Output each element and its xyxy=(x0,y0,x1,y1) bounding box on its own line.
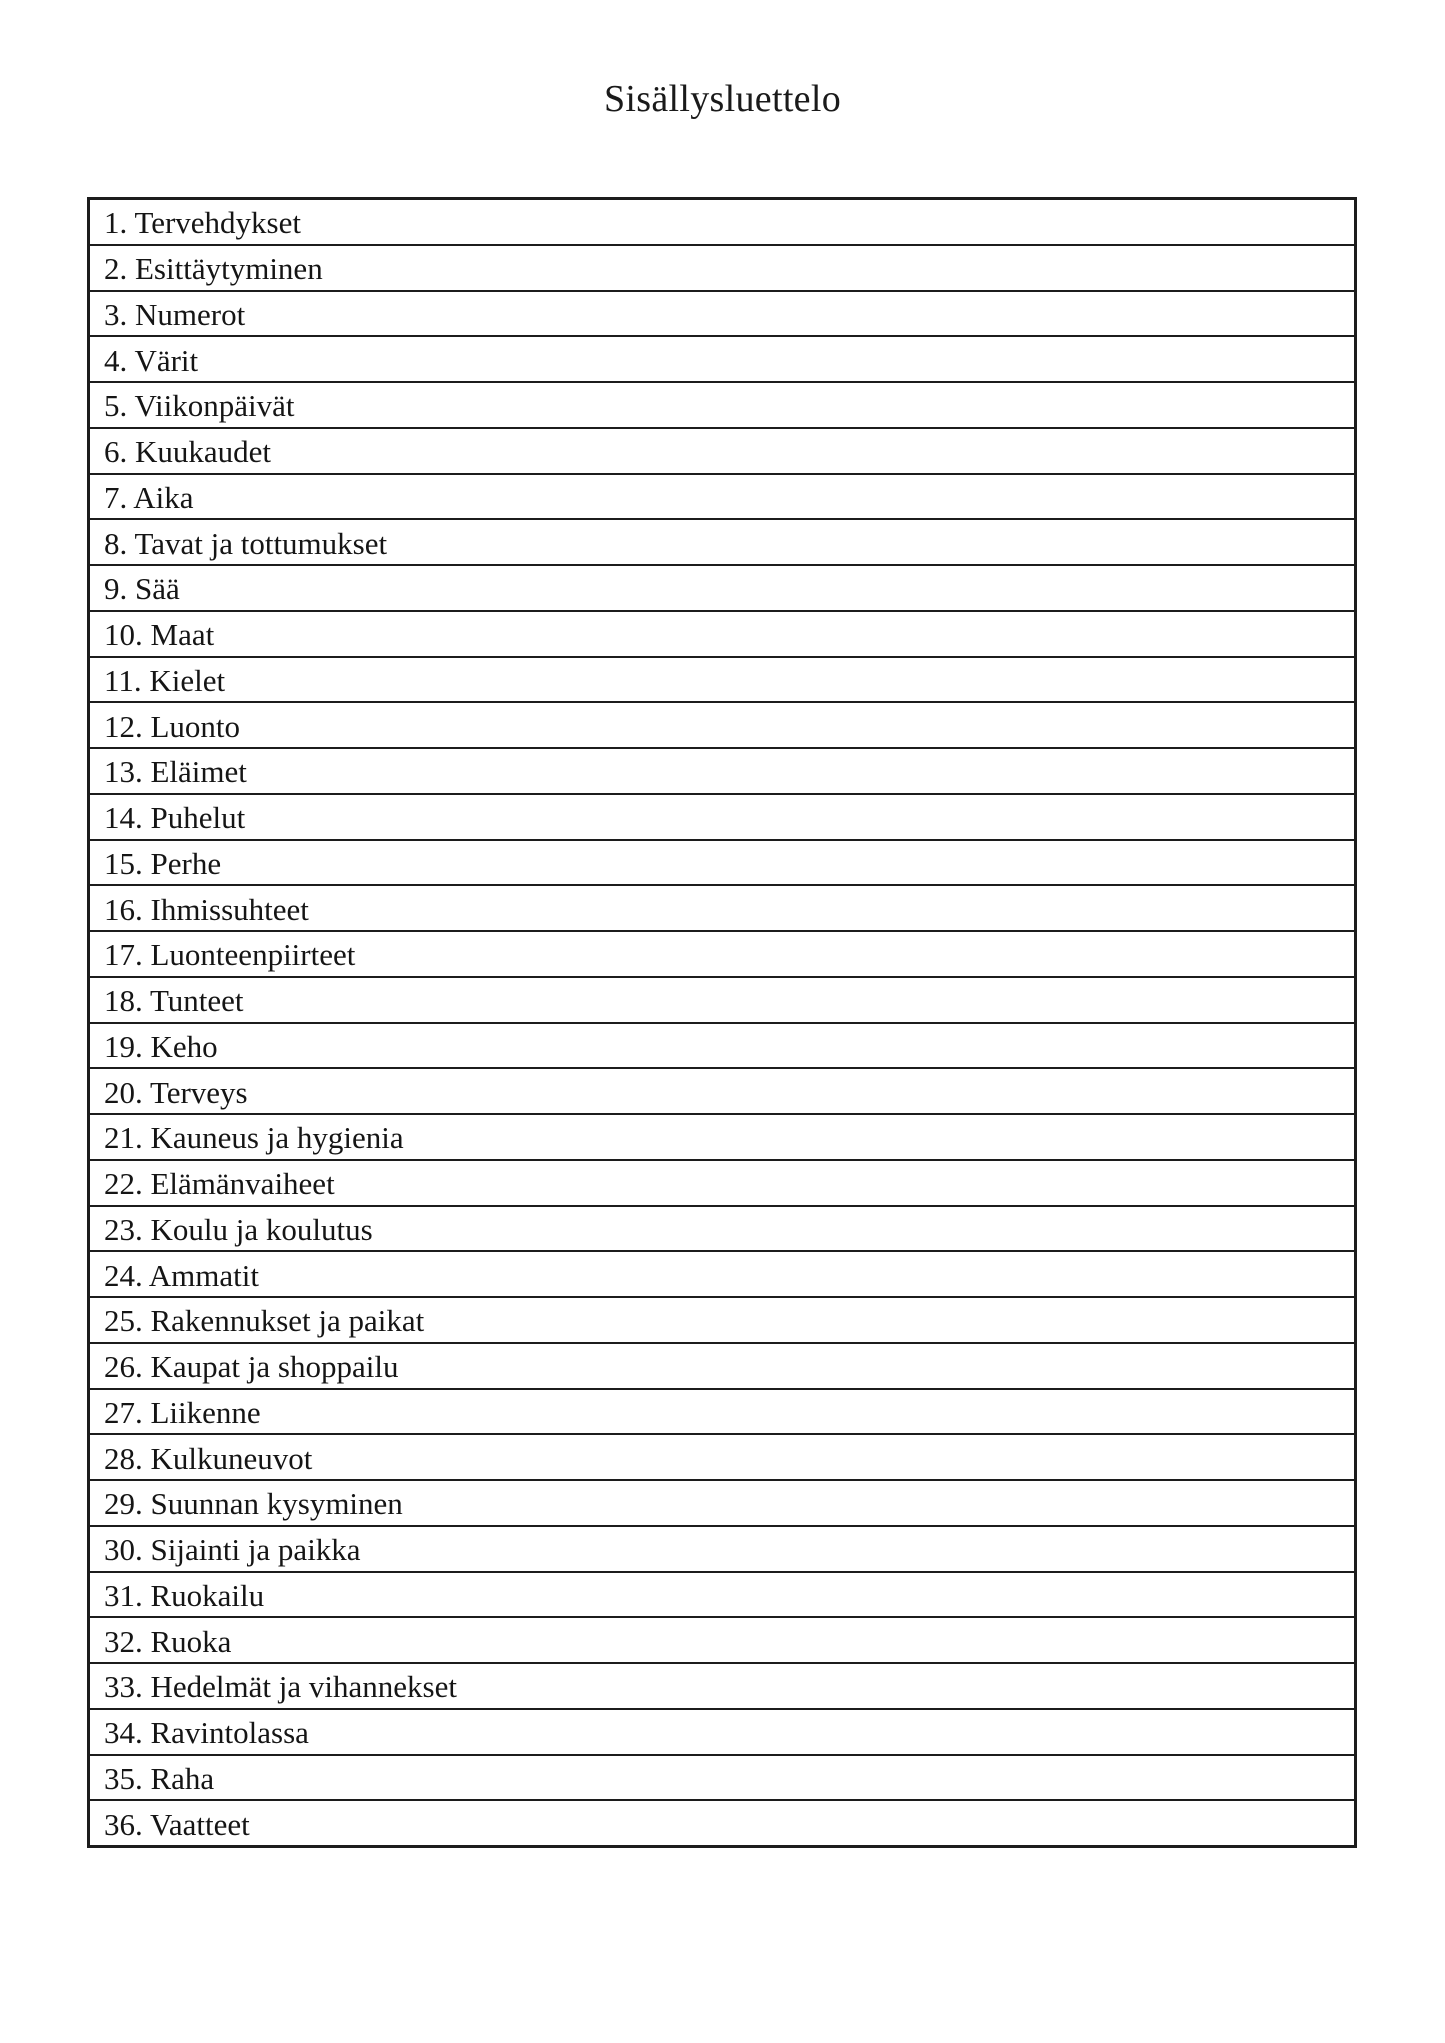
toc-entry-label: 8. Tavat ja tottumukset xyxy=(104,525,388,561)
toc-row xyxy=(90,703,1354,749)
toc-row xyxy=(90,1618,1354,1664)
toc-row xyxy=(90,1344,1354,1390)
toc-row xyxy=(90,886,1354,932)
toc-entry-label: 18. Tunteet xyxy=(104,983,244,1019)
toc-row xyxy=(90,1664,1354,1710)
toc-entry-label: 15. Perhe xyxy=(104,845,222,881)
toc-entry-label: 19. Keho xyxy=(104,1028,218,1064)
toc-row xyxy=(90,292,1354,338)
toc-entry-label: 2. Esittäytyminen xyxy=(104,251,323,287)
toc-entry-label: 12. Luonto xyxy=(104,708,241,744)
toc-entry-label: 14. Puhelut xyxy=(104,800,246,836)
toc-entry-label: 30. Sijainti ja paikka xyxy=(104,1532,361,1568)
toc-entry-label: 34. Ravintolassa xyxy=(104,1715,309,1751)
toc-entry-label: 28. Kulkuneuvot xyxy=(104,1440,313,1476)
toc-row xyxy=(90,1481,1354,1527)
toc-entry-label: 20. Terveys xyxy=(104,1074,248,1110)
toc-row xyxy=(90,429,1354,475)
toc-entry-label: 31. Ruokailu xyxy=(104,1577,265,1613)
toc-row xyxy=(90,200,1354,246)
toc-entry-label: 6. Kuukaudet xyxy=(104,434,272,470)
toc-row xyxy=(90,1024,1354,1070)
toc-row xyxy=(90,246,1354,292)
toc-entry-label: 3. Numerot xyxy=(104,296,246,332)
toc-entry-label: 9. Sää xyxy=(104,571,180,607)
toc-row xyxy=(90,1801,1354,1845)
toc-entry-label: 22. Elämänvaiheet xyxy=(104,1166,335,1202)
toc-entry-label: 23. Koulu ja koulutus xyxy=(104,1211,373,1247)
toc-entry-label: 7. Aika xyxy=(104,479,194,515)
toc-row xyxy=(90,1756,1354,1802)
toc-row xyxy=(90,383,1354,429)
toc-row xyxy=(90,1069,1354,1115)
toc-entry-label: 21. Kauneus ja hygienia xyxy=(104,1120,404,1156)
toc-entry-label: 13. Eläimet xyxy=(104,754,247,790)
toc-entry-label: 29. Suunnan kysyminen xyxy=(104,1486,403,1522)
toc-entry-label: 36. Vaatteet xyxy=(104,1806,250,1842)
toc-entry-label: 16. Ihmissuhteet xyxy=(104,891,309,927)
toc-row xyxy=(90,1298,1354,1344)
toc-row xyxy=(90,658,1354,704)
toc-row xyxy=(90,612,1354,658)
toc-table xyxy=(87,197,1357,1848)
toc-row xyxy=(90,566,1354,612)
toc-row xyxy=(90,1390,1354,1436)
toc-row xyxy=(90,1161,1354,1207)
toc-row xyxy=(90,475,1354,521)
toc-row xyxy=(90,337,1354,383)
toc-row xyxy=(90,841,1354,887)
toc-row xyxy=(90,1527,1354,1573)
toc-entry-label: 1. Tervehdykset xyxy=(104,205,301,241)
toc-row xyxy=(90,795,1354,841)
toc-entry-label: 27. Liikenne xyxy=(104,1394,261,1430)
toc-row xyxy=(90,749,1354,795)
toc-row xyxy=(90,1207,1354,1253)
toc-row xyxy=(90,978,1354,1024)
toc-row xyxy=(90,1252,1354,1298)
toc-entry-label: 32. Ruoka xyxy=(104,1623,232,1659)
toc-entry-label: 11. Kielet xyxy=(104,662,226,698)
toc-row xyxy=(90,1115,1354,1161)
toc-row xyxy=(90,520,1354,566)
toc-row xyxy=(90,1435,1354,1481)
toc-entry-label: 24. Ammatit xyxy=(104,1257,259,1293)
toc-entry-label: 33. Hedelmät ja vihannekset xyxy=(104,1669,457,1705)
toc-entry-label: 35. Raha xyxy=(104,1760,215,1796)
page-title: Sisällysluettelo xyxy=(603,78,841,120)
toc-entry-label: 5. Viikonpäivät xyxy=(104,388,295,424)
toc-entry-label: 17. Luonteenpiirteet xyxy=(104,937,356,973)
toc-entry-label: 10. Maat xyxy=(104,617,215,653)
toc-row xyxy=(90,1573,1354,1619)
toc-entry-label: 25. Rakennukset ja paikat xyxy=(104,1303,425,1339)
toc-entry-label: 26. Kaupat ja shoppailu xyxy=(104,1349,399,1385)
toc-row xyxy=(90,932,1354,978)
toc-entry-label: 4. Värit xyxy=(104,342,199,378)
toc-row xyxy=(90,1710,1354,1756)
